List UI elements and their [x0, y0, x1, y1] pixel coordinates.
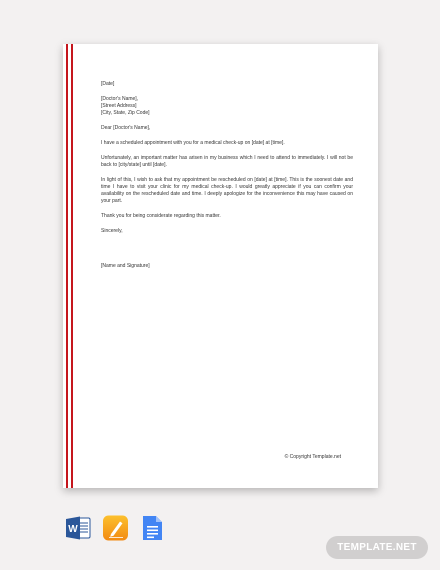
- margin-line: [71, 44, 73, 488]
- word-glyph: W: [68, 524, 78, 535]
- paragraph-2: Unfortunately, an important matter has arisen in my business which I need to attend to immediately. I will not be back to [city/state] until [date].: [101, 155, 353, 168]
- closing: Sincerely,: [101, 228, 123, 234]
- recipient-street: [Street Address]: [101, 103, 137, 109]
- margin-line: [66, 44, 68, 488]
- paragraph-4: Thank you for being considerate regarding this matter.: [101, 213, 221, 219]
- word-icon[interactable]: [66, 515, 91, 541]
- recipient-city: [City, State, Zip Code]: [101, 110, 150, 116]
- copyright-text: © Copyright Template.net: [284, 454, 341, 460]
- letter-body: [101, 81, 353, 270]
- paragraph-3: In light of this, I wish to ask that my appointment be rescheduled on [date] at [time]. This is the soonest date and time I have to visit your clinic for my medical check-up. I would greatly appreciate if you can confirm your availability on the rescheduled date and time. I deeply apologize for the inconvenience this may have caused on your part.: [101, 177, 353, 204]
- pages-icon[interactable]: [103, 515, 128, 541]
- salutation: Dear [Doctor's Name],: [101, 125, 151, 131]
- paragraph-1: I have a scheduled appointment with you for a medical check-up on [date] at [time].: [101, 140, 285, 146]
- date-line: [Date]: [101, 81, 115, 87]
- google-docs-icon[interactable]: [140, 515, 165, 541]
- template-net-logo[interactable]: TEMPLATE.NET: [326, 536, 428, 559]
- signature: [Name and Signature]: [101, 263, 150, 269]
- recipient-name: [Doctor's Name],: [101, 96, 139, 102]
- letter-page: [63, 44, 378, 488]
- app-icons: [66, 515, 165, 541]
